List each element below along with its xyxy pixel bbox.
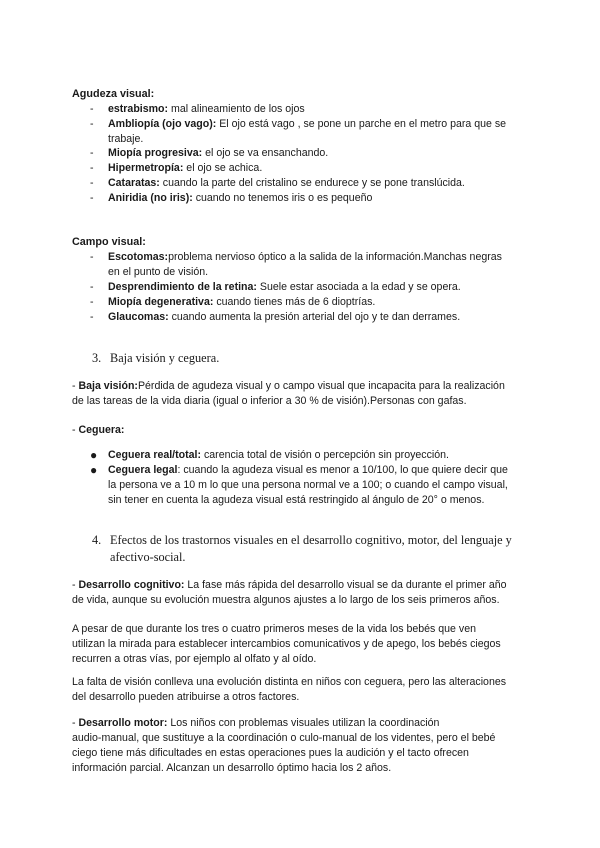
- list-item: [108, 250, 502, 265]
- ceguera-term: Ceguera:: [78, 424, 125, 436]
- paragraph-line: audio-manual, que sustituye a la coordinación o culo-manual de los videntes, pero el bebé: [72, 732, 496, 744]
- item-term: Miopía degenerativa:: [108, 296, 214, 308]
- paragraph-text: Los niños con problemas visuales utilizan la coordinación: [167, 717, 440, 729]
- item-term: estrabismo:: [108, 103, 169, 115]
- motor-paragraph: - Desarrollo motor: Los niños con problemas visuales utilizan la coordinación: [72, 717, 440, 729]
- section-4-title-cont: afectivo-social.: [110, 550, 186, 564]
- list-item: [108, 146, 328, 161]
- bullet-marker: ●: [90, 463, 98, 477]
- paragraph-line: información parcial. Alcanzan un desarrollo óptimo hacia los 2 años.: [72, 762, 392, 774]
- item-term: Cataratas:: [108, 177, 160, 189]
- dash-marker: -: [90, 162, 94, 174]
- list-item: [108, 102, 305, 117]
- item-term: Escotomas:: [108, 251, 169, 263]
- list-item: [108, 295, 375, 310]
- list-item: [108, 176, 465, 191]
- bullet-marker: ●: [90, 448, 98, 462]
- item-text: el ojo se va ensanchando.: [202, 147, 329, 159]
- paragraph-text: Pérdida de agudeza visual y o campo visual que incapacita para la realización: [137, 380, 505, 392]
- dash-marker: -: [90, 251, 94, 263]
- paragraph-line: A pesar de que durante los tres o cuatro primeros meses de la vida los bebés que ven: [72, 623, 476, 635]
- item-term: Miopía progresiva:: [108, 147, 203, 159]
- dash-marker: -: [90, 281, 94, 293]
- paragraph-line: recurren a otras vías, por ejemplo al olfato y al oído.: [72, 653, 317, 665]
- list-item-continuation: trabaje.: [108, 133, 144, 145]
- list-item: [108, 191, 372, 206]
- item-text: cuando la parte del cristalino se endurece y se pone translúcida.: [159, 177, 465, 189]
- paragraph-line: La falta de visión conlleva una evolución distinta en niños con ceguera, pero las alteraciones: [72, 676, 507, 688]
- motor-term: Desarrollo motor:: [78, 717, 168, 729]
- item-term: Hipermetropía:: [108, 162, 184, 174]
- item-term: Ambliopía (ojo vago):: [108, 118, 217, 130]
- section-4-number: 4.: [92, 533, 102, 547]
- list-item-continuation: la persona ve a 10 m lo que una persona normal ve a 100; o cuando el campo visual,: [108, 479, 508, 491]
- item-text: cuando no tenemos iris o es pequeño: [192, 192, 373, 204]
- item-text: mal alineamiento de los ojos: [168, 103, 305, 115]
- item-text: : cuando la agudeza visual es menor a 10/100, lo que quiere decir que: [177, 464, 508, 476]
- item-text: Suele estar asociada a la edad y se opera.: [256, 281, 461, 293]
- baja-vision-term: Baja visión:: [78, 380, 138, 392]
- paragraph-text: La fase más rápida del desarrollo visual se da durante el primer año: [184, 579, 507, 591]
- list-item-continuation: sin tener en cuenta la agudeza visual está restringido al ángulo de 20° o menos.: [108, 494, 485, 506]
- dash-marker: -: [90, 118, 94, 130]
- dash-marker: -: [90, 311, 94, 323]
- paragraph-line: del desarrollo pueden atribuirse a otros factores.: [72, 691, 300, 703]
- item-text: El ojo está vago , se pone un parche en el metro para que se: [216, 118, 507, 130]
- item-term: Aniridia (no iris):: [108, 192, 193, 204]
- section-4-title: Efectos de los trastornos visuales en el desarrollo cognitivo, motor, del lenguaje y: [110, 533, 512, 547]
- ceguera-heading: - Ceguera:: [72, 424, 125, 436]
- dash-marker: -: [90, 192, 94, 204]
- item-text: cuando tienes más de 6 dioptrías.: [213, 296, 376, 308]
- item-term: Ceguera legal: [108, 464, 178, 476]
- dash-marker: -: [90, 296, 94, 308]
- paragraph-line: ciego tiene más dificultades en estas operaciones pues la audición y el tacto ofrecen: [72, 747, 469, 759]
- paragraph-line: utilizan la mirada para establecer intercambios comunicativos y de apego, los bebés ciegos: [72, 638, 501, 650]
- list-item: [108, 117, 506, 132]
- item-term: Desprendimiento de la retina:: [108, 281, 257, 293]
- section-3-title: Baja visión y ceguera.: [110, 351, 220, 365]
- cognitivo-term: Desarrollo cognitivo:: [78, 579, 185, 591]
- item-text: problema nervioso óptico a la salida de la información.Manchas negras: [168, 251, 502, 263]
- agudeza-heading: Agudeza visual:: [72, 88, 155, 100]
- item-term: Ceguera real/total:: [108, 449, 202, 461]
- list-item: [108, 463, 508, 478]
- list-item: [108, 310, 460, 325]
- list-item: [108, 161, 262, 176]
- cognitivo-paragraph: - Desarrollo cognitivo: La fase más rápida del desarrollo visual se da durante el primer año: [72, 579, 507, 591]
- campo-heading: Campo visual:: [72, 236, 146, 248]
- baja-vision-paragraph: - Baja visión:Pérdida de agudeza visual y o campo visual que incapacita para la realización: [72, 380, 505, 392]
- item-term: Glaucomas:: [108, 311, 169, 323]
- list-item-continuation: en el punto de visión.: [108, 266, 209, 278]
- dash-marker: -: [90, 177, 94, 189]
- item-text: carencia total de visión o percepción sin proyección.: [201, 449, 449, 461]
- list-item: [108, 448, 449, 463]
- item-text: el ojo se achica.: [183, 162, 263, 174]
- baja-vision-line: de las tareas de la vida diaria (igual o inferior a 30 % de visión).Personas con gafas.: [72, 395, 467, 407]
- list-item: [108, 280, 461, 295]
- section-3-number: 3.: [92, 351, 102, 365]
- dash-marker: -: [90, 103, 94, 115]
- dash-marker: -: [90, 147, 94, 159]
- paragraph-line: de vida, aunque su evolución muestra algunos ajustes a lo largo de los seis primeros años.: [72, 594, 500, 606]
- item-text: cuando aumenta la presión arterial del ojo y te dan derrames.: [168, 311, 461, 323]
